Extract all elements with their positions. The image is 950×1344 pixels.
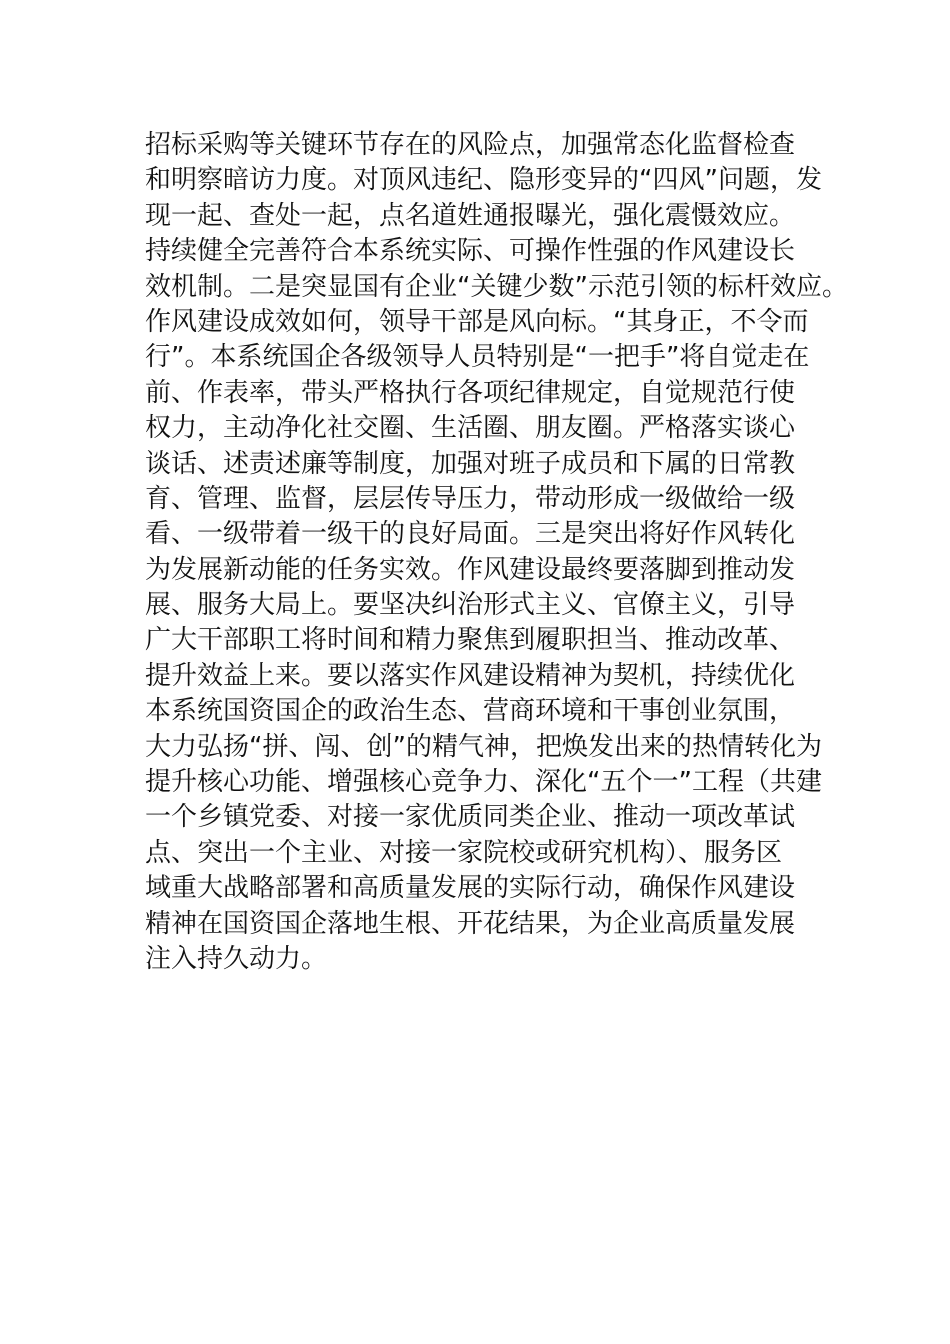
text-line: 现一起、查处一起，点名道姓通报曝光，强化震慑效应。 (145, 200, 796, 231)
text-line: 招标采购等关键环节存在的风险点，加强常态化监督检查 (145, 130, 796, 160)
text-line: 行”。本系统国企各级领导人员特别是“一把手”将自觉走在 (145, 342, 810, 373)
text-line: 提升效益上来。要以落实作风建设精神为契机，持续优化 (145, 660, 796, 691)
text-line: 谈话、述责述廉等制度，加强对班子成员和下属的日常教 (145, 448, 796, 479)
text-line: 点、突出一个主业、对接一家院校或研究机构）、服务区 (145, 837, 783, 868)
text-line: 提升核心功能、增强核心竞争力、深化“五个一”工程（共建 (145, 767, 822, 798)
text-line: 注入持久动力。 (145, 943, 328, 974)
text-line: 作风建设成效如何，领导干部是风向标。“其身正，不令而 (145, 306, 809, 337)
body-paragraph (145, 128, 848, 977)
text-line: 为发展新动能的任务实效。作风建设最终要落脚到推动发 (145, 554, 796, 585)
text-line: 持续健全完善符合本系统实际、可操作性强的作风建设长 (145, 236, 796, 267)
text-line: 广大干部职工将时间和精力聚焦到履职担当、推动改革、 (145, 625, 796, 656)
text-line: 效机制。二是突显国有企业“关键少数”示范引领的标杆效应。 (145, 271, 848, 302)
text-line: 育、管理、监督，层层传导压力，带动形成一级做给一级 (145, 483, 796, 514)
text-line: 和明察暗访力度。对顶风违纪、隐形变异的“四风”问题，发 (145, 165, 822, 196)
text-line: 本系统国资国企的政治生态、营商环境和干事创业氛围， (145, 696, 796, 727)
text-line: 展、服务大局上。要坚决纠治形式主义、官僚主义，引导 (145, 590, 796, 621)
text-line: 精神在国资国企落地生根、开花结果，为企业高质量发展 (145, 908, 796, 939)
text-line: 域重大战略部署和高质量发展的实际行动，确保作风建设 (145, 873, 796, 904)
text-line: 看、一级带着一级干的良好局面。三是突出将好作风转化 (145, 519, 796, 550)
text-line: 权力，主动净化社交圈、生活圈、朋友圈。严格落实谈心 (145, 413, 796, 444)
text-line: 一个乡镇党委、对接一家优质同类企业、推动一项改革试 (145, 802, 796, 833)
text-line: 前、作表率，带头严格执行各项纪律规定，自觉规范行使 (145, 377, 796, 408)
text-line: 大力弘扬“拼、闯、创”的精气神，把焕发出来的热情转化为 (145, 731, 822, 762)
